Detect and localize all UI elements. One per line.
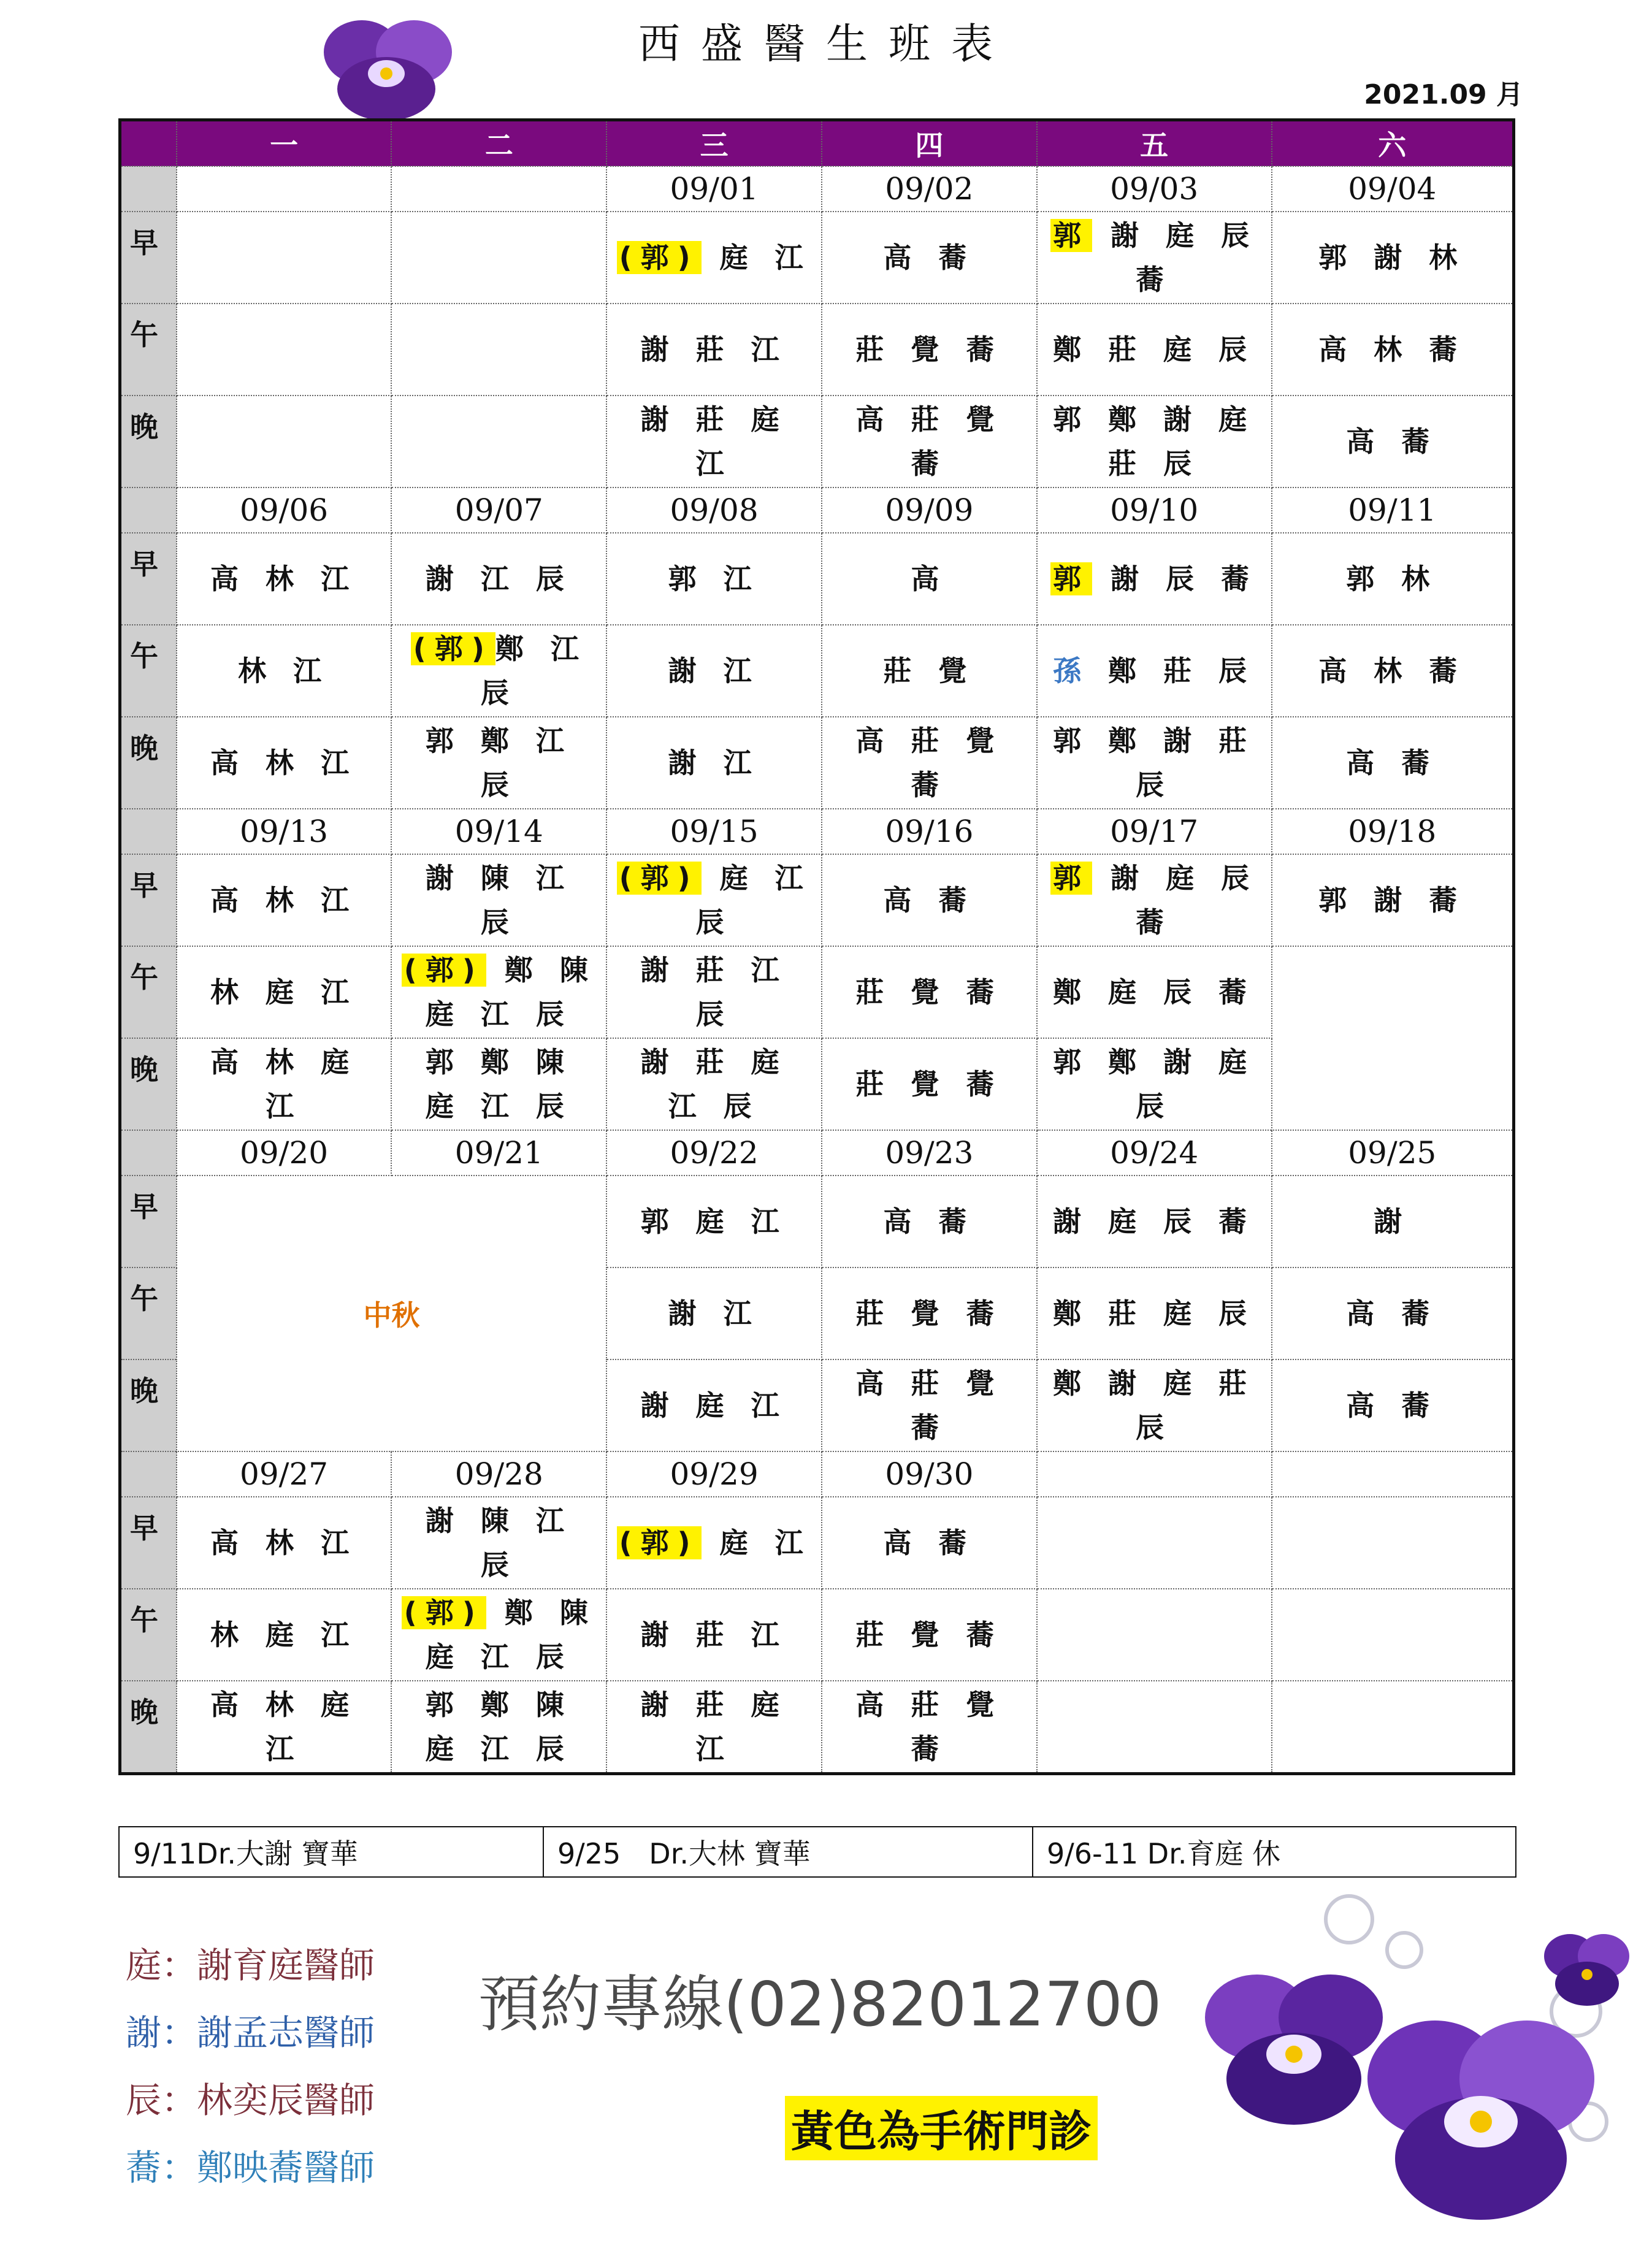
date-cell: 09/11 [1272, 487, 1514, 533]
doctor-names: 林 庭 江 [210, 976, 358, 1009]
doctor-names: 郭 江 [668, 562, 760, 595]
doctor-names: 高 蕎 [883, 1205, 976, 1238]
date-cell: 09/07 [391, 487, 606, 533]
schedule-cell [391, 625, 606, 717]
schedule-cell [822, 212, 1037, 304]
weekday-header: 四 [822, 120, 1037, 167]
slot-label: 晚 [120, 717, 177, 809]
date-cell [391, 166, 606, 212]
doctor-names: 孫 [1053, 654, 1090, 687]
date-cell: 09/08 [606, 487, 822, 533]
doctor-names: 謝 辰 蕎 [1092, 562, 1258, 595]
weekday-header: 二 [391, 120, 606, 167]
slot-row [120, 396, 1514, 487]
slot-row [120, 717, 1514, 809]
surgery-doctor-tag: 郭 [1050, 219, 1092, 252]
schedule-cell [177, 946, 392, 1038]
date-cell: 09/30 [822, 1451, 1037, 1497]
schedule-cell [177, 1589, 392, 1681]
side-spacer [120, 166, 177, 212]
header-corner [120, 120, 177, 167]
date-cell: 09/03 [1037, 166, 1272, 212]
schedule-cell [391, 212, 606, 304]
schedule-cell [391, 304, 606, 396]
schedule-cell [606, 1359, 822, 1451]
slot-label: 早 [120, 854, 177, 946]
schedule-cell [1272, 1497, 1514, 1589]
schedule-cell [822, 1681, 1037, 1774]
surgery-doctor-tag: 郭 [1050, 562, 1092, 595]
doctor-names: 謝 莊 庭 江 [640, 1688, 788, 1765]
date-row [120, 1130, 1514, 1176]
holiday-label: 中秋 [363, 1299, 420, 1332]
schedule-cell [1037, 1681, 1272, 1774]
doctor-names: 莊 覺 蕎 [855, 1297, 1003, 1330]
doctor-names: 郭 鄭 謝 莊 辰 [1053, 724, 1256, 801]
surgery-doctor-tag: 郭 [1050, 862, 1092, 895]
schedule-cell [177, 1497, 392, 1589]
doctor-names: 謝 陳 江 辰 [425, 862, 573, 939]
doctor-names: 高 林 蕎 [1318, 333, 1466, 366]
date-cell: 09/22 [606, 1130, 822, 1176]
schedule-cell [822, 304, 1037, 396]
schedule-cell [1272, 1589, 1514, 1681]
schedule-cell [391, 1681, 606, 1774]
slot-row [120, 533, 1514, 625]
page-title: 西盛醫生班表 [638, 20, 1014, 69]
schedule-cell [606, 717, 822, 809]
schedule-cell [822, 533, 1037, 625]
doctor-names: 郭 謝 蕎 [1318, 884, 1466, 917]
doctor-names: 謝 莊 江 [640, 1618, 788, 1651]
doctor-names: 高 林 蕎 [1318, 654, 1466, 687]
date-cell [1037, 1451, 1272, 1497]
date-cell: 09/23 [822, 1130, 1037, 1176]
schedule-cell [391, 854, 606, 946]
legend-item: 蕎：鄭映蕎醫師 [126, 2147, 375, 2189]
schedule-cell [1037, 1359, 1272, 1451]
slot-label: 午 [120, 1589, 177, 1681]
doctor-schedule-table [118, 118, 1515, 1775]
date-cell: 09/20 [177, 1130, 392, 1176]
doctor-names: 鄭 莊 庭 辰 [1053, 1297, 1256, 1330]
booking-hotline: 預約專線(02)82012700 [478, 1968, 1162, 2040]
schedule-body [120, 166, 1514, 1774]
weekday-header-row [120, 120, 1514, 167]
slot-label: 晚 [120, 396, 177, 487]
holiday-cell [177, 1176, 607, 1451]
side-spacer [120, 1451, 177, 1497]
pansy-bouquet-icon [1147, 1876, 1637, 2244]
schedule-cell [1272, 304, 1514, 396]
legend-item: 庭：謝育庭醫師 [126, 1944, 375, 1986]
doctor-names: 高 林 江 [210, 884, 358, 917]
schedule-cell [822, 1497, 1037, 1589]
schedule-cell [606, 625, 822, 717]
doctor-names: 謝 庭 辰 蕎 [1092, 219, 1258, 296]
doctor-names: 莊 覺 [883, 654, 976, 687]
schedule-cell [1037, 625, 1272, 717]
doctor-legend [126, 1932, 375, 2201]
doctor-names: 郭 鄭 陳 庭 江 辰 [425, 1688, 573, 1765]
schedule-cell [391, 946, 606, 1038]
schedule-cell [177, 396, 392, 487]
doctor-names: 謝 江 [668, 654, 760, 687]
schedule-cell [1272, 854, 1514, 946]
surgery-doctor-tag: (郭) [402, 954, 486, 987]
doctor-names: 謝 庭 辰 蕎 [1092, 862, 1258, 939]
schedule-cell [822, 625, 1037, 717]
doctor-names: 高 蕎 [1346, 1297, 1439, 1330]
weekday-header: 一 [177, 120, 392, 167]
legend-item: 謝：謝孟志醫師 [126, 2012, 375, 2054]
doctor-names: 高 蕎 [1346, 746, 1439, 779]
schedule-cell [1272, 212, 1514, 304]
schedule-cell [177, 717, 392, 809]
date-cell: 09/13 [177, 809, 392, 854]
schedule-cell [822, 396, 1037, 487]
schedule-cell [606, 304, 822, 396]
schedule-cell [177, 625, 392, 717]
date-cell: 09/06 [177, 487, 392, 533]
schedule-cell [391, 1589, 606, 1681]
doctor-names: 郭 庭 江 [640, 1205, 788, 1238]
schedule-cell [606, 946, 822, 1038]
schedule-cell [606, 1176, 822, 1267]
side-spacer [120, 487, 177, 533]
doctor-names: 郭 謝 林 [1318, 241, 1466, 274]
schedule-cell [1037, 1497, 1272, 1589]
doctor-names: 莊 覺 蕎 [855, 976, 1003, 1009]
doctor-names: 謝 [1374, 1205, 1411, 1238]
weekday-header: 五 [1037, 120, 1272, 167]
doctor-names: 謝 江 [668, 1297, 760, 1330]
schedule-cell [1037, 946, 1272, 1038]
slot-label: 午 [120, 625, 177, 717]
date-cell: 09/27 [177, 1451, 392, 1497]
schedule-cell [606, 854, 822, 946]
doctor-names: 高 林 江 [210, 562, 358, 595]
doctor-names: 鄭 庭 辰 蕎 [1053, 976, 1256, 1009]
date-cell [1272, 1451, 1514, 1497]
date-cell: 09/14 [391, 809, 606, 854]
note-item: 9/11Dr.大謝 寶華 [119, 1827, 543, 1877]
schedule-cell [606, 212, 822, 304]
doctor-names: 鄭 謝 庭 莊 辰 [1053, 1367, 1256, 1444]
doctor-names: 郭 林 [1346, 562, 1439, 595]
doctor-names: 高 莊 覺 蕎 [855, 1367, 1003, 1444]
doctor-names: 林 江 [238, 654, 331, 687]
date-cell: 09/24 [1037, 1130, 1272, 1176]
slot-label: 晚 [120, 1038, 177, 1130]
schedule-cell [606, 1038, 822, 1130]
note-item: 9/6-11 Dr.育庭 休 [1033, 1827, 1516, 1877]
schedule-cell [606, 1267, 822, 1359]
schedule-cell [1272, 946, 1514, 1130]
side-spacer [120, 809, 177, 854]
doctor-names: 高 蕎 [1346, 1389, 1439, 1422]
schedule-cell [1272, 396, 1514, 487]
slot-label: 晚 [120, 1359, 177, 1451]
schedule-cell [1037, 717, 1272, 809]
schedule-cell [1272, 533, 1514, 625]
doctor-names: 高 林 庭 江 [210, 1046, 358, 1123]
schedule-cell [1037, 854, 1272, 946]
date-cell: 09/02 [822, 166, 1037, 212]
schedule-cell [606, 1497, 822, 1589]
slot-label: 早 [120, 1176, 177, 1267]
slot-row [120, 1497, 1514, 1589]
schedule-cell [1037, 1267, 1272, 1359]
date-cell: 09/10 [1037, 487, 1272, 533]
schedule-cell [1037, 396, 1272, 487]
doctor-names: 高 蕎 [883, 241, 976, 274]
date-cell: 09/28 [391, 1451, 606, 1497]
slot-label: 午 [120, 1267, 177, 1359]
doctor-names: 高 [911, 562, 948, 595]
schedule-cell [1037, 212, 1272, 304]
schedule-cell [1272, 1359, 1514, 1451]
doctor-names: 林 庭 江 [210, 1618, 358, 1651]
doctor-names: 謝 江 辰 [425, 562, 573, 595]
slot-label: 午 [120, 946, 177, 1038]
weekday-header: 六 [1272, 120, 1514, 167]
schedule-cell [1037, 533, 1272, 625]
schedule-cell [1272, 1267, 1514, 1359]
schedule-month: 2021.09 月 [1364, 79, 1523, 110]
doctor-names: 謝 莊 江 [640, 333, 788, 366]
doctor-names: 庭 江 [701, 241, 812, 274]
date-cell: 09/18 [1272, 809, 1514, 854]
slot-row [120, 946, 1514, 1038]
doctor-names: 謝 庭 江 [640, 1389, 788, 1422]
doctor-names: 郭 鄭 謝 庭 辰 [1053, 1046, 1256, 1123]
surgery-doctor-tag: (郭) [617, 241, 702, 274]
schedule-cell [1037, 1176, 1272, 1267]
doctor-names: 莊 覺 蕎 [855, 1068, 1003, 1101]
doctor-names: 謝 陳 江 辰 [425, 1504, 573, 1581]
slot-row [120, 1176, 1514, 1267]
schedule-cell [822, 1176, 1037, 1267]
doctor-names: 謝 莊 庭 江 [640, 403, 788, 480]
schedule-cell [177, 533, 392, 625]
doctor-names: 高 林 庭 江 [210, 1688, 358, 1765]
date-row [120, 487, 1514, 533]
doctor-names: 莊 覺 蕎 [855, 1618, 1003, 1651]
date-cell: 09/01 [606, 166, 822, 212]
schedule-cell [1037, 1589, 1272, 1681]
doctor-names: 高 林 江 [210, 1526, 358, 1559]
doctor-names: 高 蕎 [883, 884, 976, 917]
schedule-cell [606, 533, 822, 625]
notes-bar [118, 1826, 1516, 1878]
doctor-names: 高 蕎 [1346, 425, 1439, 458]
legend-item: 辰：林奕辰醫師 [126, 2079, 375, 2121]
schedule-cell [1272, 1681, 1514, 1774]
doctor-names: 謝 莊 江 辰 [640, 954, 788, 1031]
schedule-cell [1037, 304, 1272, 396]
schedule-cell [177, 1681, 392, 1774]
schedule-cell [177, 1038, 392, 1130]
schedule-cell [177, 304, 392, 396]
schedule-cell [606, 1589, 822, 1681]
date-cell [177, 166, 392, 212]
slot-label: 晚 [120, 1681, 177, 1774]
doctor-names: 高 莊 覺 蕎 [855, 1688, 1003, 1765]
schedule-cell [822, 1038, 1037, 1130]
weekday-header: 三 [606, 120, 822, 167]
date-cell: 09/09 [822, 487, 1037, 533]
side-spacer [120, 1130, 177, 1176]
schedule-cell [822, 1589, 1037, 1681]
slot-label: 早 [120, 533, 177, 625]
schedule-cell [391, 396, 606, 487]
doctor-names: 鄭 江 辰 [480, 632, 587, 709]
doctor-names: 謝 江 [668, 746, 760, 779]
doctor-names: 庭 江 辰 [695, 862, 812, 939]
schedule-cell [1272, 625, 1514, 717]
schedule-cell [391, 1038, 606, 1130]
date-cell: 09/25 [1272, 1130, 1514, 1176]
schedule-cell [822, 854, 1037, 946]
date-cell: 09/16 [822, 809, 1037, 854]
surgery-note: 黃色為手術門診 [785, 2096, 1098, 2160]
doctor-names: 高 莊 覺 蕎 [855, 724, 1003, 801]
slot-row [120, 304, 1514, 396]
date-row [120, 809, 1514, 854]
schedule-cell [391, 1497, 606, 1589]
slot-row [120, 625, 1514, 717]
slot-label: 早 [120, 212, 177, 304]
doctor-names: 郭 鄭 陳 庭 江 辰 [425, 1046, 573, 1123]
slot-row [120, 1589, 1514, 1681]
schedule-cell [391, 533, 606, 625]
doctor-names: 鄭 陳 庭 江 辰 [425, 1596, 597, 1673]
slot-row [120, 854, 1514, 946]
slot-label: 午 [120, 304, 177, 396]
date-cell: 09/29 [606, 1451, 822, 1497]
schedule-cell [177, 854, 392, 946]
note-item: 9/25 Dr.大林 寶華 [543, 1827, 1033, 1877]
doctor-names: 高 蕎 [883, 1526, 976, 1559]
schedule-cell [822, 717, 1037, 809]
slot-row [120, 212, 1514, 304]
doctor-names: 郭 鄭 江 辰 [425, 724, 573, 801]
doctor-names: 高 莊 覺 蕎 [855, 403, 1003, 480]
doctor-names: 郭 鄭 謝 庭 莊 辰 [1053, 403, 1256, 480]
date-cell: 09/15 [606, 809, 822, 854]
date-row [120, 166, 1514, 212]
schedule-cell [606, 396, 822, 487]
doctor-names: 高 林 江 [210, 746, 358, 779]
doctor-names: 莊 覺 蕎 [855, 333, 1003, 366]
doctor-names: 謝 莊 庭 江 辰 [640, 1046, 788, 1123]
schedule-cell [1272, 1176, 1514, 1267]
date-cell: 09/21 [391, 1130, 606, 1176]
schedule-cell [1272, 717, 1514, 809]
slot-row [120, 1681, 1514, 1774]
doctor-names: 謝 庭 辰 蕎 [1053, 1205, 1256, 1238]
schedule-cell [606, 1681, 822, 1774]
doctor-names: 鄭 陳 庭 江 辰 [425, 954, 597, 1031]
surgery-doctor-tag: (郭) [617, 862, 702, 895]
schedule-cell [822, 1359, 1037, 1451]
schedule-cell [822, 1267, 1037, 1359]
schedule-cell [177, 212, 392, 304]
schedule-cell [391, 717, 606, 809]
doctor-names: 庭 江 [701, 1526, 812, 1559]
surgery-doctor-tag: (郭) [617, 1526, 702, 1559]
date-cell: 09/17 [1037, 809, 1272, 854]
doctor-names: 鄭 莊 辰 [1090, 654, 1256, 687]
doctor-names: 鄭 莊 庭 辰 [1053, 333, 1256, 366]
date-cell: 09/04 [1272, 166, 1514, 212]
schedule-cell [822, 946, 1037, 1038]
slot-label: 早 [120, 1497, 177, 1589]
surgery-doctor-tag: (郭) [411, 632, 495, 665]
date-row [120, 1451, 1514, 1497]
surgery-doctor-tag: (郭) [402, 1596, 486, 1629]
schedule-cell [1037, 1038, 1272, 1130]
